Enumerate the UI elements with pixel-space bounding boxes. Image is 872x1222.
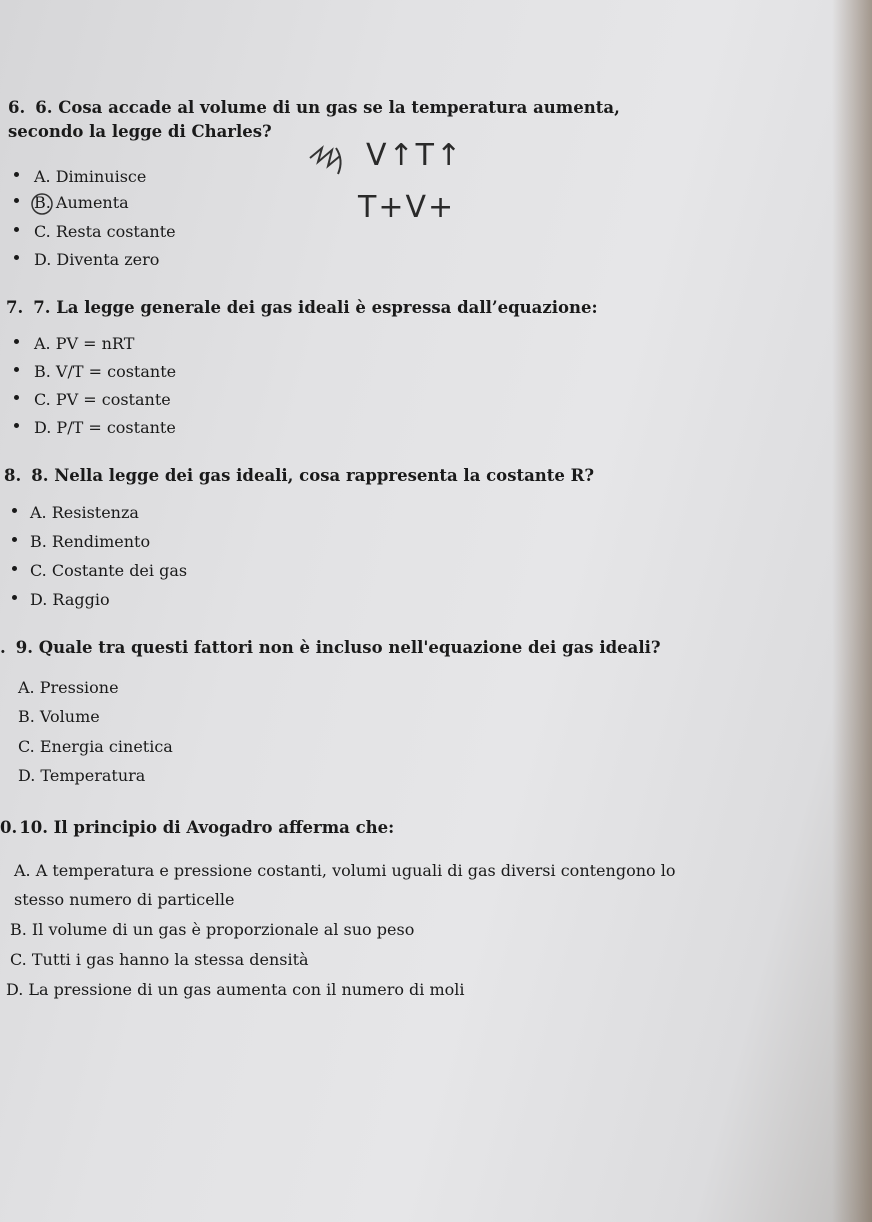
bullet-icon xyxy=(14,395,19,400)
bullet-icon xyxy=(12,595,17,600)
option-d: D. P/T = costante xyxy=(34,418,176,437)
question-7 xyxy=(6,296,706,320)
option-d: D. Raggio xyxy=(30,590,110,609)
question-text: 10. Il principio di Avogadro afferma che: xyxy=(19,818,395,837)
question-text: 7. La legge generale dei gas ideali è espressa dall’equazione: xyxy=(33,298,598,317)
question-text: 6. Cosa accade al volume di un gas se la temperatura aumenta, secondo la legge di Charles? xyxy=(8,98,620,141)
question-6 xyxy=(8,96,698,144)
option-b: B. Il volume di un gas è proporzionale al suo peso xyxy=(10,920,415,939)
page-edge-shadow xyxy=(832,0,872,1222)
option-d: D. La pressione di un gas aumenta con il numero di moli xyxy=(6,980,465,999)
scribble-mark-icon xyxy=(306,140,352,182)
circle-mark-icon xyxy=(30,192,56,216)
question-number: 0. xyxy=(0,818,18,837)
option-c: C. Energia cinetica xyxy=(18,737,173,756)
bullet-icon xyxy=(12,508,17,513)
bullet-icon xyxy=(12,537,17,542)
handwritten-note-1: V↑T↑ xyxy=(366,138,464,173)
bullet-icon xyxy=(14,172,19,177)
option-c: C. PV = costante xyxy=(34,390,171,409)
bullet-icon xyxy=(14,339,19,344)
option-d: D. Diventa zero xyxy=(34,250,160,269)
option-c: C. Resta costante xyxy=(34,222,176,241)
handwritten-note-2: T+V+ xyxy=(358,190,456,225)
option-c: C. Tutti i gas hanno la stessa densità xyxy=(10,950,309,969)
question-text: 9. Quale tra questi fattori non è incluso nell'equazione dei gas ideali? xyxy=(15,638,661,657)
option-c: C. Costante dei gas xyxy=(30,561,188,580)
question-10 xyxy=(0,816,720,840)
question-text: 8. Nella legge dei gas ideali, cosa rappresenta la costante R? xyxy=(31,466,595,485)
bullet-icon xyxy=(14,423,19,428)
option-a: A. Resistenza xyxy=(30,503,139,522)
bullet-icon xyxy=(14,227,19,232)
option-d: D. Temperatura xyxy=(18,766,146,785)
question-number: 8. xyxy=(4,466,22,485)
bullet-icon xyxy=(14,255,19,260)
bullet-icon xyxy=(12,566,17,571)
option-b: B. Rendimento xyxy=(30,532,151,551)
option-a: A. PV = nRT xyxy=(34,334,135,353)
option-b: B. Volume xyxy=(18,707,100,726)
option-a: A. A temperatura e pressione costanti, volumi uguali di gas diversi contengono lo xyxy=(14,861,676,880)
option-a-continued: stesso numero di particelle xyxy=(14,890,235,909)
question-9 xyxy=(0,636,720,660)
question-number: . xyxy=(0,638,6,657)
option-a: A. Pressione xyxy=(18,678,119,697)
question-8 xyxy=(4,464,724,488)
question-number: 7. xyxy=(6,298,24,317)
option-b: B. Aumenta xyxy=(34,193,129,212)
option-b: B. V/T = costante xyxy=(34,362,177,381)
question-number: 6. xyxy=(8,98,26,117)
bullet-icon xyxy=(14,367,19,372)
option-a: A. Diminuisce xyxy=(34,167,147,186)
bullet-icon xyxy=(14,198,19,203)
